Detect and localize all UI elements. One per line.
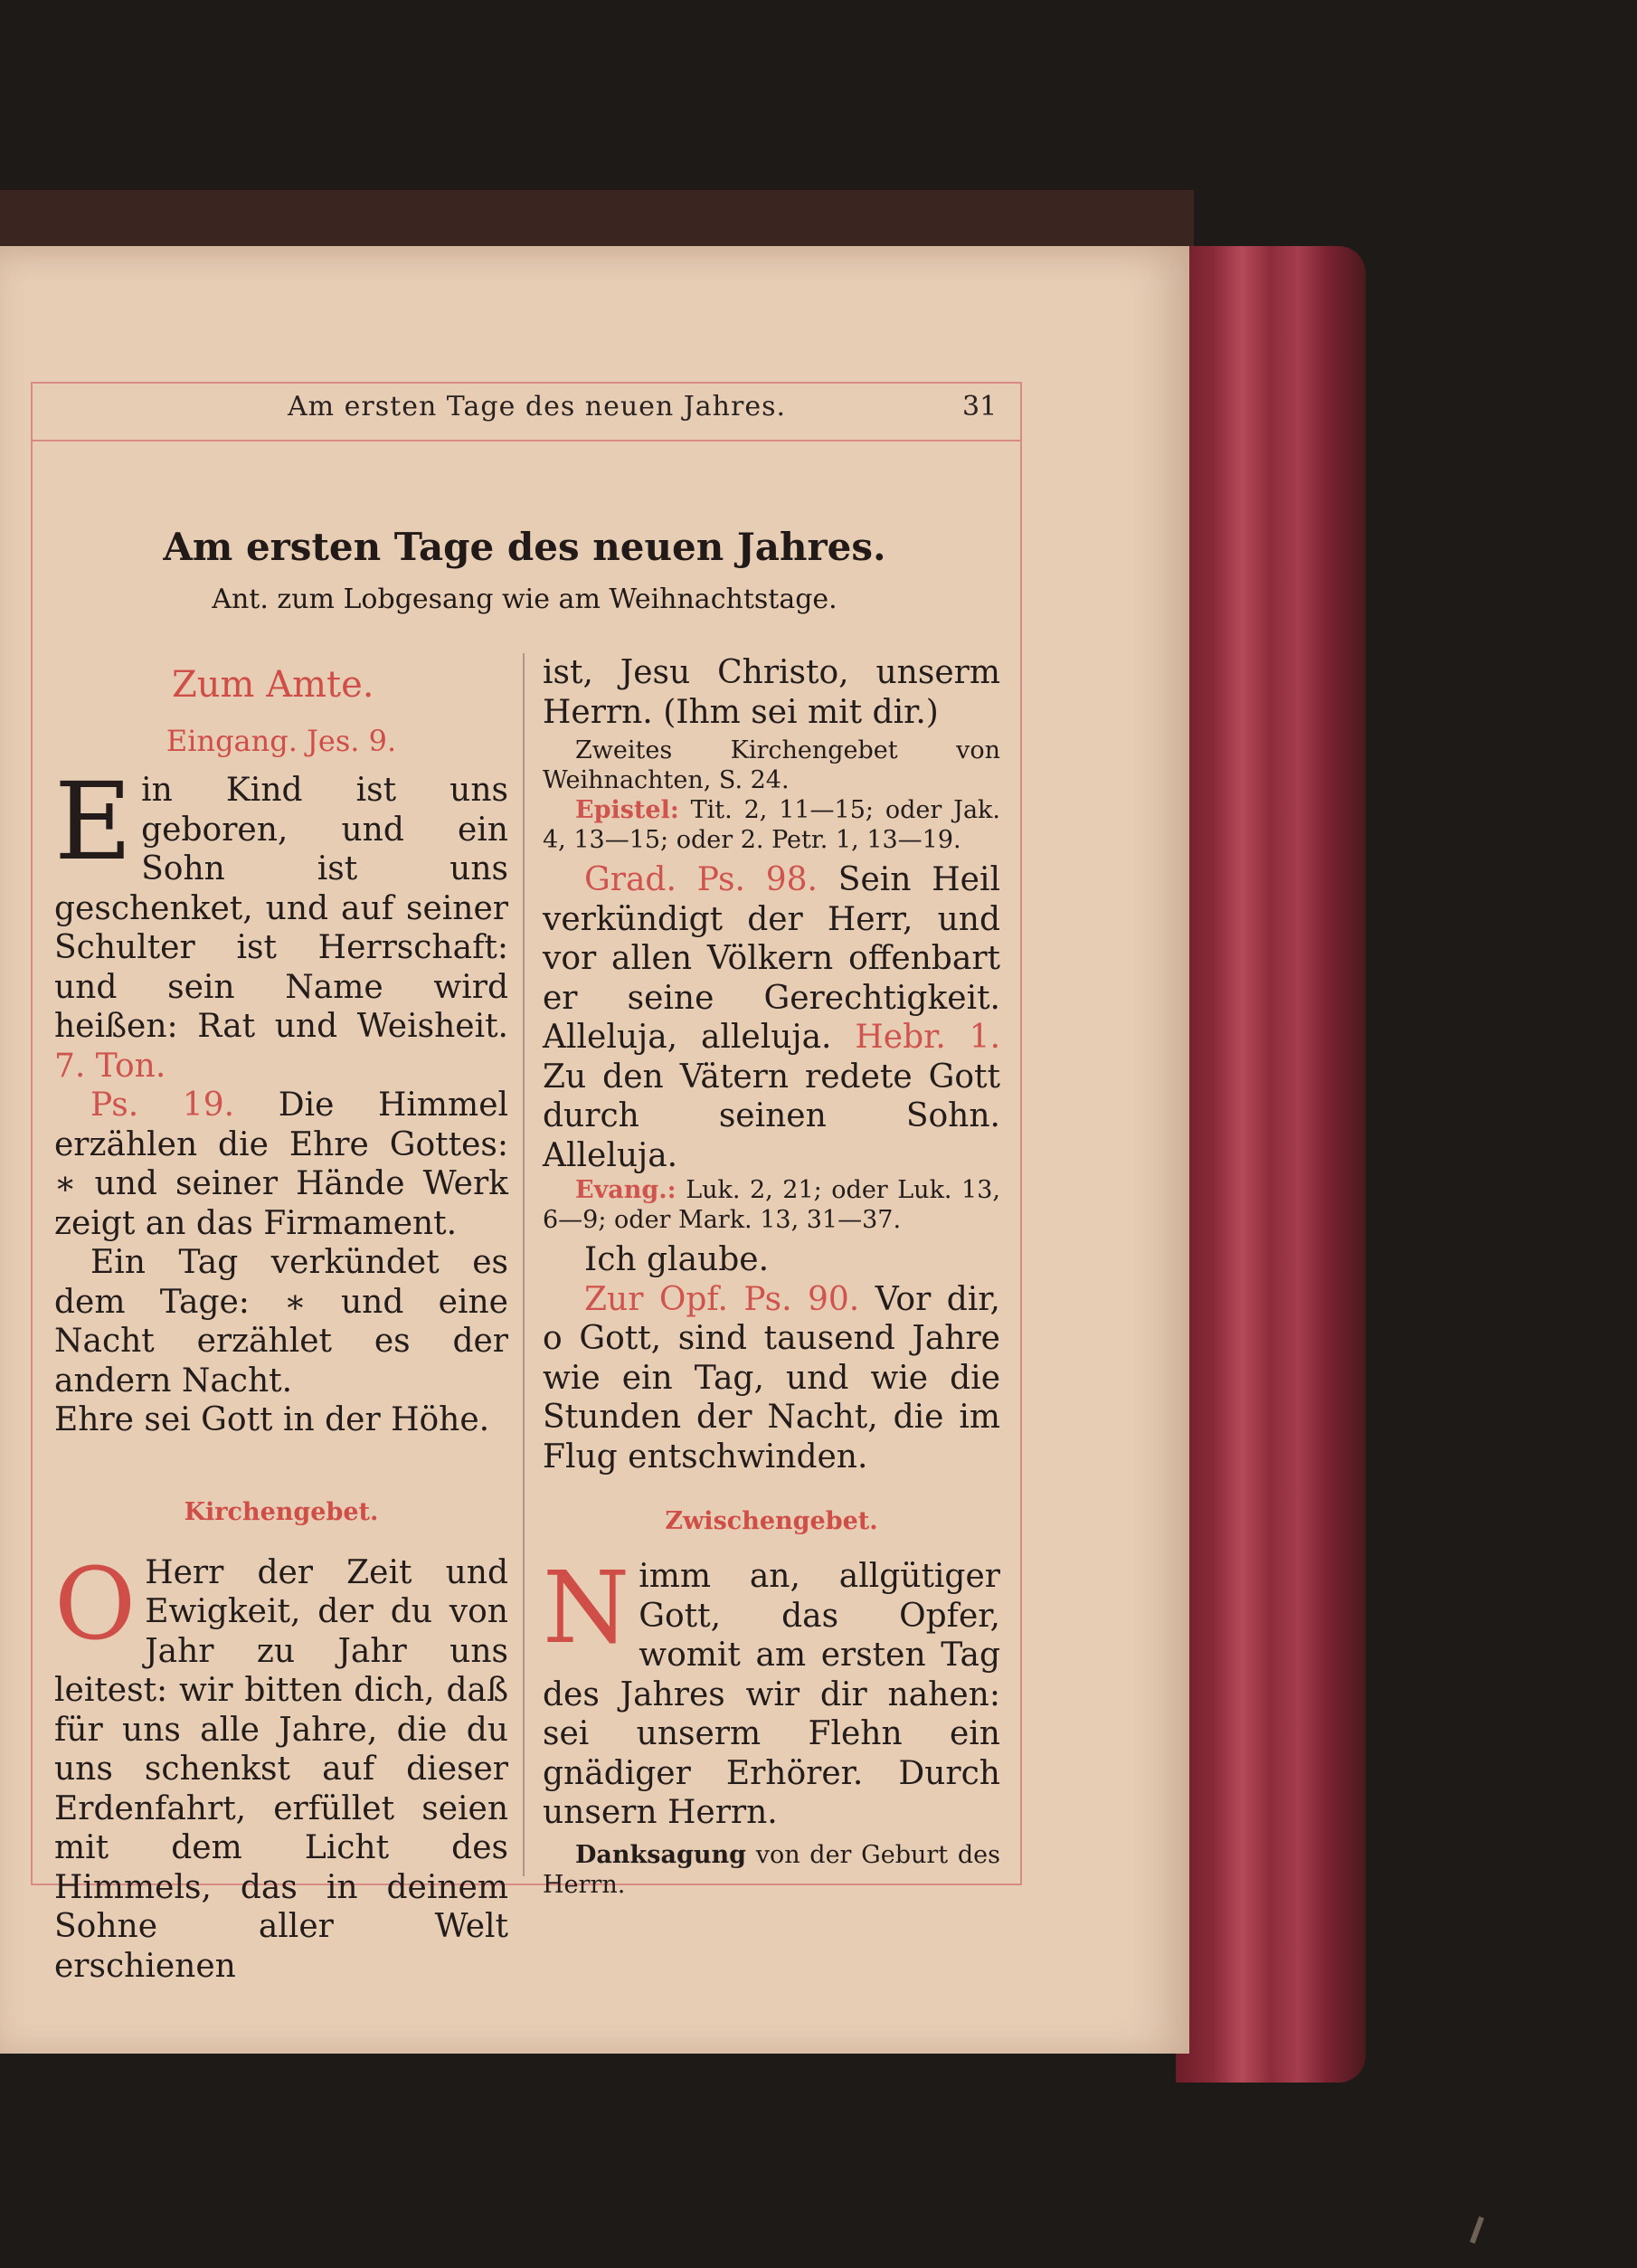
psalm-paragraph bbox=[54, 1086, 508, 1243]
introit-text: in Kind ist uns geboren, und ein Sohn ist uns geschenket, und auf seiner Schulter ist Herrschaft: und sein Name wird heißen: Rat und Weisheit. bbox=[54, 772, 508, 1045]
page-title: Am ersten Tage des neuen Jahres. bbox=[163, 525, 886, 569]
running-header-title: Am ersten Tage des neuen Jahres. bbox=[288, 391, 787, 422]
offertory bbox=[543, 1280, 1000, 1477]
gradual bbox=[543, 860, 1000, 1175]
collect-paragraph bbox=[54, 1545, 508, 1987]
credo: Ich glaube. bbox=[584, 1241, 770, 1278]
secret-paragraph bbox=[543, 1550, 1000, 1833]
introit-paragraph bbox=[54, 759, 508, 1086]
secret-text: imm an, allgütiger Gott, das Opfer, womit am ersten Tag des Jahres wir dir nahen: sei unserm Flehn ein gnädiger Erhörer. Durch unsern Herrn. bbox=[543, 1558, 1000, 1831]
gloria: Ehre sei Gott in der Höhe. bbox=[54, 1401, 490, 1438]
thanks-text: von der Geburt des Herrn. bbox=[543, 1840, 1000, 1899]
collect-text: Herr der Zeit und Ewigkeit, der du von Jahr zu Jahr uns leitest: wir bitten dich, daß für uns alle Jahre, die du uns schenkst auf dieser Erdenfahrt, erfüllet seien mit dem Licht des Himmels, das in deinem Sohne aller Welt erschienen bbox=[54, 1553, 508, 1985]
epistle bbox=[543, 795, 1000, 855]
page-number: 31 bbox=[962, 391, 998, 422]
thanks-label: Danksagung bbox=[575, 1840, 746, 1869]
psalm-ref: Ps. 19. bbox=[90, 1087, 235, 1124]
section-heading: Zum Amte. bbox=[172, 664, 374, 706]
verse-two: Ein Tag verkündet es dem Tage: ∗ und eine Nacht erzählet es der andern Nacht. bbox=[54, 1244, 508, 1400]
hebr-label: Hebr. 1. bbox=[855, 1019, 1001, 1056]
collect-end: ist, Jesu Christo, unserm Herrn. (Ihm sei mit dir.) bbox=[543, 654, 1000, 731]
collect-initial: O bbox=[54, 1545, 137, 1662]
gospel-label: Evang.: bbox=[575, 1176, 677, 1204]
scan-mark bbox=[1470, 2216, 1484, 2244]
gospel-text: Luk. 2, 21; oder Luk. 13, 6—9; oder Mark. 13, 31—37. bbox=[543, 1176, 1000, 1234]
column-rule bbox=[523, 653, 525, 1876]
right-column bbox=[543, 653, 1000, 1900]
hebr-text: Zu den Vätern redete Gott durch seinen Sohn. Alleluja. bbox=[543, 1058, 1000, 1174]
psalm-text: Die Himmel erzählen die Ehre Gottes: ∗ und seiner Hände Werk zeigt an das Firmament. bbox=[54, 1087, 509, 1242]
header-rule bbox=[31, 440, 1020, 441]
secret-heading: Zwischengebet. bbox=[665, 1507, 878, 1535]
book-cover-top bbox=[0, 190, 1194, 250]
offertory-text: Vor dir, o Gott, sind tausend Jahre wie ein Tag, und wie die Stunden der Nacht, die im Flug entschwinden. bbox=[543, 1280, 1000, 1476]
collect-heading: Kirchengebet. bbox=[184, 1497, 379, 1526]
second-collect: Zweites Kirchengebet von Weihnachten, S. 24. bbox=[543, 736, 1000, 794]
introit-label: Eingang. Jes. 9. bbox=[166, 724, 397, 758]
secret-initial: N bbox=[543, 1550, 630, 1665]
book-page-edges bbox=[1176, 246, 1366, 2083]
introit-initial: E bbox=[54, 759, 133, 884]
offertory-label: Zur Opf. Ps. 90. bbox=[584, 1280, 860, 1318]
thanksgiving bbox=[543, 1840, 1000, 1900]
gradual-label: Grad. Ps. 98. bbox=[584, 861, 818, 898]
introit-tone: 7. Ton. bbox=[54, 1047, 166, 1085]
gradual-text: Sein Heil verkündigt der Herr, und vor allen Völkern offenbart er seine Gerechtigkeit. Alleluja, alleluja. bbox=[543, 861, 1000, 1056]
epistle-text: Tit. 2, 11—15; oder Jak. 4, 13—15; oder 2. Petr. 1, 13—19. bbox=[543, 796, 1000, 854]
left-column bbox=[54, 664, 508, 1986]
page-subtitle: Ant. zum Lobgesang wie am Weihnachtstage. bbox=[212, 584, 837, 615]
gospel bbox=[543, 1175, 1000, 1235]
epistle-label: Epistel: bbox=[575, 796, 679, 824]
